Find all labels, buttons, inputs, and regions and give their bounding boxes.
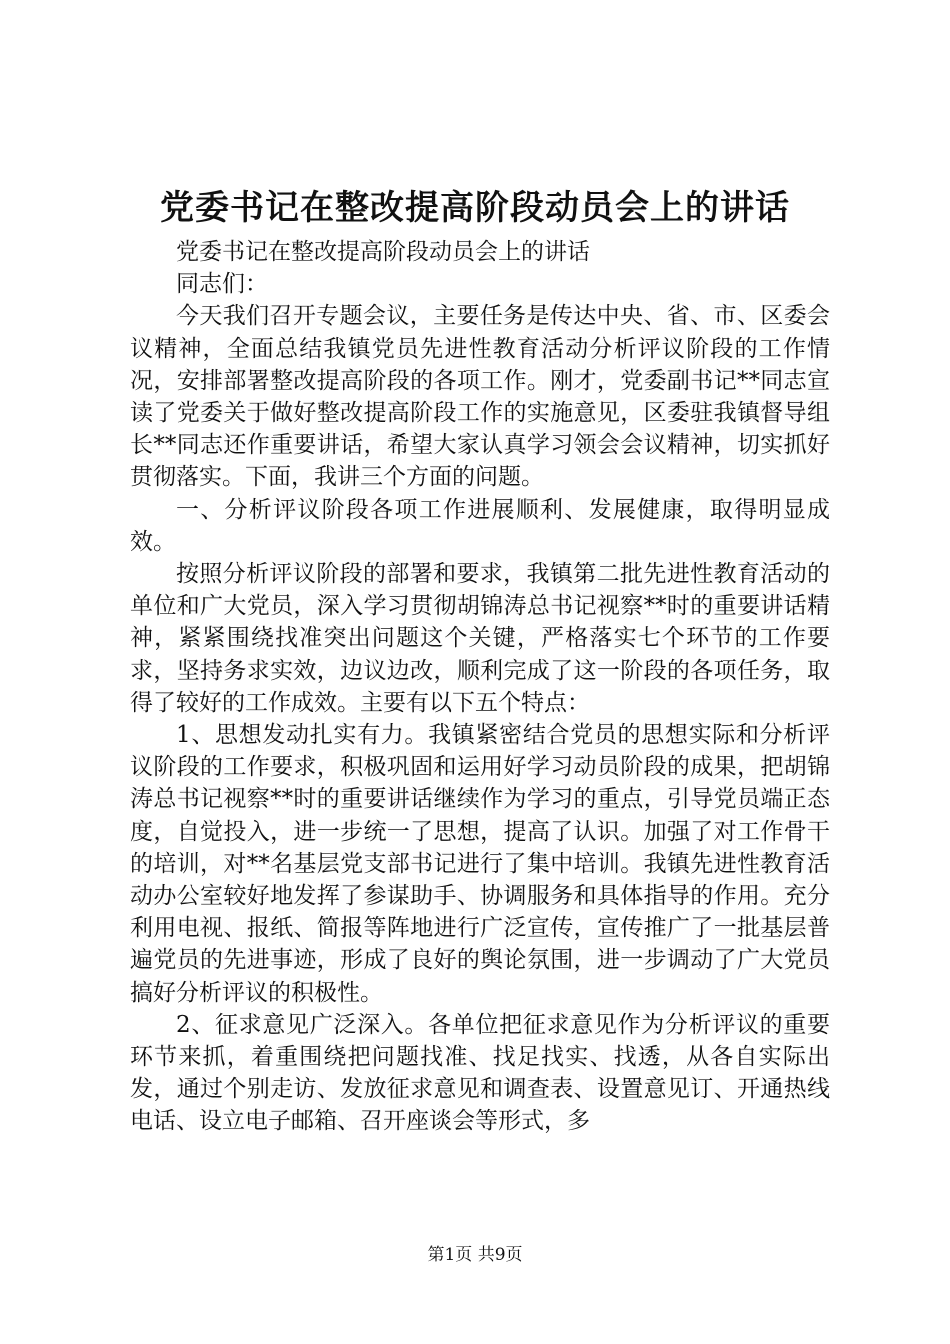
paragraph-overview: 按照分析评议阶段的部署和要求，我镇第二批先进性教育活动的单位和广大党员，深入学习贯彻胡锦涛总书记视察**时的重要讲话精神，紧紧围绕找准突出问题这个关键，严格落实七个环节的工作要求，坚持务求实效，边议边改，顺利完成了这一阶段的各项任务，取得了较好的工作成效。主要有以下五个特点： bbox=[130, 561, 830, 716]
page-number-footer: 第1页 共9页 bbox=[427, 1245, 523, 1265]
paragraph-salutation: 同志们： bbox=[176, 271, 268, 298]
paragraph-point-1: 1、思想发动扎实有力。我镇紧密结合党员的思想实际和分析评议阶段的工作要求，积极巩固和运用好学习动员阶段的成果，把胡锦涛总书记视察**时的重要讲话继续作为学习的重点，引导党员端正态度，自觉投入，进一步统一了思想，提高了认识。加强了对工作骨干的培训，对**名基层党支部书记进行了集中培训。我镇先进性教育活动办公室较好地发挥了参谋助手、协调服务和具体指导的作用。充分利用电视、报纸、简报等阵地进行广泛宣传，宣传推广了一批基层普遍党员的先进事迹，形成了良好的舆论氛围，进一步调动了广大党员搞好分析评议的积极性。 bbox=[130, 722, 830, 1006]
paragraph-opening: 今天我们召开专题会议，主要任务是传达中央、省、市、区委会议精神，全面总结我镇党员先进性教育活动分析评议阶段的工作情况，安排部署整改提高阶段的各项工作。刚才，党委副书记**同志宣读了党委关于做好整改提高阶段工作的实施意见，区委驻我镇督导组长**同志还作重要讲话，希望大家认真学习领会会议精神，切实抓好贯彻落实。下面，我讲三个方面的问题。 bbox=[130, 303, 830, 491]
paragraph-section-heading: 一、分析评议阶段各项工作进展顺利、发展健康，取得明显成效。 bbox=[130, 496, 830, 555]
paragraph-subtitle: 党委书记在整改提高阶段动员会上的讲话 bbox=[176, 239, 590, 265]
paragraph-point-2: 2、征求意见广泛深入。各单位把征求意见作为分析评议的重要环节来抓，着重围绕把问题找准、找足找实、找透，从各自实际出发，通过个别走访、发放征求意见和调查表、设置意见订、开通热线电话、设立电子邮箱、召开座谈会等形式，多 bbox=[130, 1011, 830, 1135]
document-title: 党委书记在整改提高阶段动员会上的讲话 bbox=[160, 188, 790, 228]
document-body bbox=[130, 236, 830, 1138]
